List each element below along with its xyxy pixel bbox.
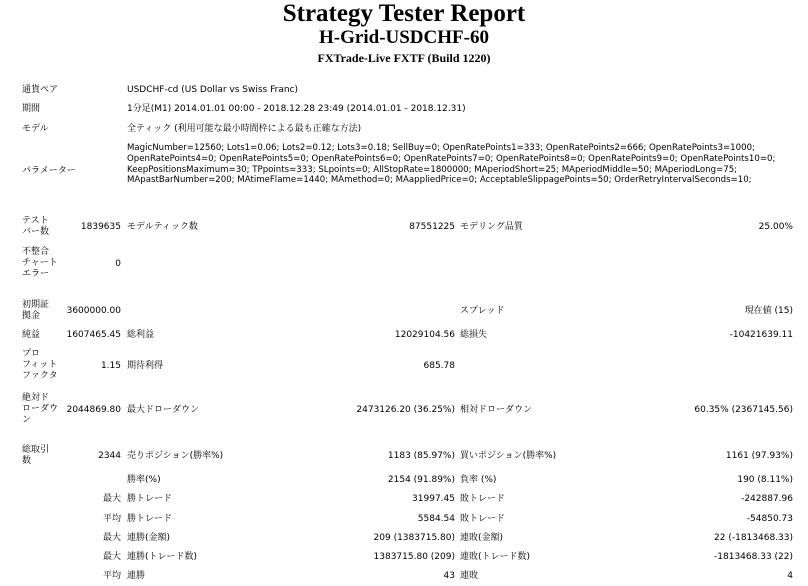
- abs-drawdown-value: 2044869.80: [66, 405, 121, 415]
- loss-rate-label: 負率 (%): [460, 475, 497, 485]
- test-bars-label: テスト バー数: [22, 216, 50, 237]
- report-title: Strategy Tester Report: [282, 0, 526, 27]
- detail-right-label: 敗トレード: [460, 514, 506, 524]
- long-positions-label: 買いポジション(勝率%): [460, 451, 557, 461]
- detail-left-label: 連勝(トレード数): [127, 552, 198, 562]
- abs-drawdown-label: 絶対ド ローダウ ン: [22, 393, 59, 425]
- rel-drawdown-label: 相対ドローダウン: [460, 405, 533, 415]
- detail-right-value: -54850.73: [746, 514, 793, 524]
- short-positions-label: 売りポジション(勝率%): [127, 451, 224, 461]
- test-bars-value: 1839635: [80, 222, 121, 232]
- detail-right-label: 連敗(トレード数): [460, 552, 531, 562]
- detail-left-label: 連勝: [127, 571, 146, 581]
- total-trades-label: 総取引 数: [22, 445, 50, 466]
- detail-prefix: 平均: [102, 571, 121, 581]
- detail-right-value: 4: [787, 571, 793, 581]
- detail-left-label: 連勝(金額): [127, 533, 171, 543]
- max-drawdown-label: 最大ドローダウン: [127, 405, 200, 415]
- spread-value: 現在値 (15): [744, 306, 793, 316]
- gross-loss-value: -10421639.11: [729, 330, 793, 340]
- detail-left-value: 31997.45: [412, 494, 455, 504]
- win-rate-value: 2154 (91.89%): [387, 475, 455, 485]
- pair-label: 通貨ペア: [22, 85, 59, 95]
- win-rate-label: 勝率(%): [127, 475, 161, 485]
- params-value: MagicNumber=12560; Lots1=0.06; Lots2=0.12; Lots3=0.18; SellBuy=0; OpenRatePoints1=333; OpenRatePoints2=666; OpenRatePoints3=1000; OpenRatePoints4=0; OpenRatePoints5=0; OpenRatePoints6=0; OpenRatePoints7=0; OpenRatePoints8=0; OpenRatePoints9=0; OpenRatePoints10=0; KeepPositionsMaximum=30; TPpoints=333; SLpoints=0; AllStopRate=1800000; MAperiodShort=25; MAperiodMiddle=50; MAperiodLong=75; MApastBarNumber=200; MAtimeFlame=1440; MAmethod=0; MAappliedPrice=0; AcceptableSlippagePoints=50; OrderRetryIntervalSeconds=10;: [127, 143, 776, 186]
- model-quality-value: 25.00%: [758, 222, 793, 232]
- detail-right-value: -242887.96: [741, 494, 793, 504]
- profit-factor-label: プロ フィット ファクタ: [22, 349, 58, 381]
- detail-left-label: 勝トレード: [127, 494, 173, 504]
- model-ticks-label: モデルティック数: [127, 222, 198, 232]
- detail-left-value: 1383715.80 (209): [373, 552, 455, 562]
- rel-drawdown-value: 60.35% (2367145.56): [694, 405, 793, 415]
- gross-profit-value: 12029104.56: [394, 330, 455, 340]
- params-label: パラメーター: [22, 166, 76, 176]
- detail-prefix: 平均: [102, 514, 121, 524]
- report-subtitle: H-Grid-USDCHF-60: [319, 27, 489, 48]
- initial-deposit-label: 初期証 拠金: [22, 300, 50, 321]
- pair-value: USDCHF-cd (US Dollar vs Swiss Franc): [127, 85, 299, 95]
- model-quality-label: モデリング品質: [460, 222, 523, 232]
- short-positions-value: 1183 (85.97%): [387, 451, 455, 461]
- model-ticks-value: 87551225: [409, 222, 455, 232]
- expected-payoff-label: 期待利得: [127, 361, 164, 371]
- long-positions-value: 1161 (97.93%): [725, 451, 793, 461]
- gross-profit-label: 総利益: [127, 330, 155, 340]
- model-value: 全ティック (利用可能な最小時間枠による最も正確な方法): [127, 124, 362, 134]
- detail-right-label: 連敗: [460, 571, 479, 581]
- expected-payoff-value: 685.78: [423, 361, 455, 371]
- period-label: 期間: [22, 104, 41, 114]
- total-trades-value: 2344: [98, 451, 121, 461]
- detail-right-value: 22 (-1813468.33): [714, 533, 793, 543]
- net-profit-label: 純益: [22, 330, 41, 340]
- detail-left-label: 勝トレード: [127, 514, 173, 524]
- detail-left-value: 43: [443, 571, 455, 581]
- initial-deposit-value: 3600000.00: [66, 306, 121, 316]
- detail-left-value: 5584.54: [417, 514, 455, 524]
- spread-label: スプレッド: [460, 306, 505, 316]
- detail-right-label: 敗トレード: [460, 494, 506, 504]
- detail-prefix: 最大: [102, 552, 121, 562]
- net-profit-value: 1607465.45: [66, 330, 121, 340]
- model-label: モデル: [22, 124, 49, 134]
- mismatch-value: 0: [115, 259, 121, 269]
- gross-loss-label: 総損失: [460, 330, 488, 340]
- mismatch-label: 不整合 チャート エラー: [22, 247, 58, 279]
- platform-info: FXTrade-Live FXTF (Build 1220): [317, 51, 491, 65]
- period-value: 1分足(M1) 2014.01.01 00:00 - 2018.12.28 23:49 (2014.01.01 - 2018.12.31): [127, 104, 466, 114]
- detail-right-value: -1813468.33 (22): [714, 552, 793, 562]
- detail-prefix: 最大: [102, 533, 121, 543]
- loss-rate-value: 190 (8.11%): [737, 475, 793, 485]
- max-drawdown-value: 2473126.20 (36.25%): [356, 405, 455, 415]
- profit-factor-value: 1.15: [100, 361, 121, 371]
- detail-right-label: 連敗(金額): [460, 533, 504, 543]
- detail-prefix: 最大: [102, 494, 121, 504]
- detail-left-value: 209 (1383715.80): [373, 533, 455, 543]
